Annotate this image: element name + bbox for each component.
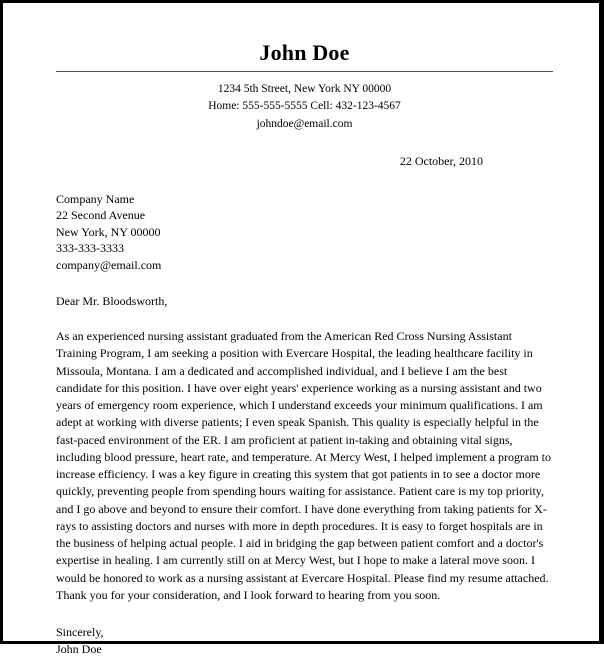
letter-body-paragraph: As an experienced nursing assistant graduated from the American Red Cross Nursing Assistant Training Program, I am seeking a position with Evercare Hospital, the leading healthcare facility in Missoula, Montana. I am a dedicated and accomplished individual, and I believe I am the best candidate for this position. I have over eight years' experience working as a nursing assistant and two years of emergency room experience, which I understand exceeds your minimum qualifications. I am adept at working with diverse patients; I even speak Spanish. This quality is especially helpful in the fast-paced environment of the ER. I am proficient at patient in-taking and obtaining vital signs, including blood pressure, heart rate, and temperature. At Mercy West, I helped implement a program to increase efficiency. I was a key figure in creating this system that got patients in to see a doctor more quickly, preventing people from spending hours waiting for assistance. Patient care is my top priority, and I go above and beyond to ensure their comfort. I have done everything from taking patients for X-rays to assisting doctors and nurses with more in depth procedures. It is easy to forget hospitals are in the business of helping actual people. I aid in bridging the gap between patient comfort and a doctor's expertise in healing. I am currently still on at Mercy West, but I hope to make a lateral move soon. I would be honored to work as a nursing assistant at Evercare Hospital. Please find my resume attached. Thank you for your consideration, and I look forward to hearing from you soon.: [56, 329, 551, 603]
valediction: Sincerely,: [56, 625, 104, 640]
header-divider: [56, 71, 553, 72]
recipient-phone: 333-333-3333: [56, 241, 124, 256]
letter-content: [56, 3, 553, 657]
contact-phone: Home: 555-555-5555 Cell: 432-123-4567: [208, 100, 401, 113]
recipient-email: company@email.com: [56, 257, 162, 272]
contact-address: 1234 5th Street, New York NY 00000: [217, 83, 392, 96]
signature-name: John Doe: [56, 641, 102, 656]
page-title: John Doe: [259, 40, 350, 65]
recipient-address-block: [56, 191, 553, 273]
contact-email: johndoe@email.com: [256, 117, 353, 130]
recipient-company: Company Name: [56, 191, 135, 206]
salutation: Dear Mr. Bloodsworth,: [56, 294, 168, 309]
recipient-city-state-zip: New York, NY 00000: [56, 224, 161, 239]
recipient-street: 22 Second Avenue: [56, 208, 146, 223]
contact-block: [56, 81, 553, 133]
letter-date: 22 October, 2010: [399, 153, 483, 168]
closing-block: [56, 624, 553, 657]
letterhead: [56, 3, 553, 133]
